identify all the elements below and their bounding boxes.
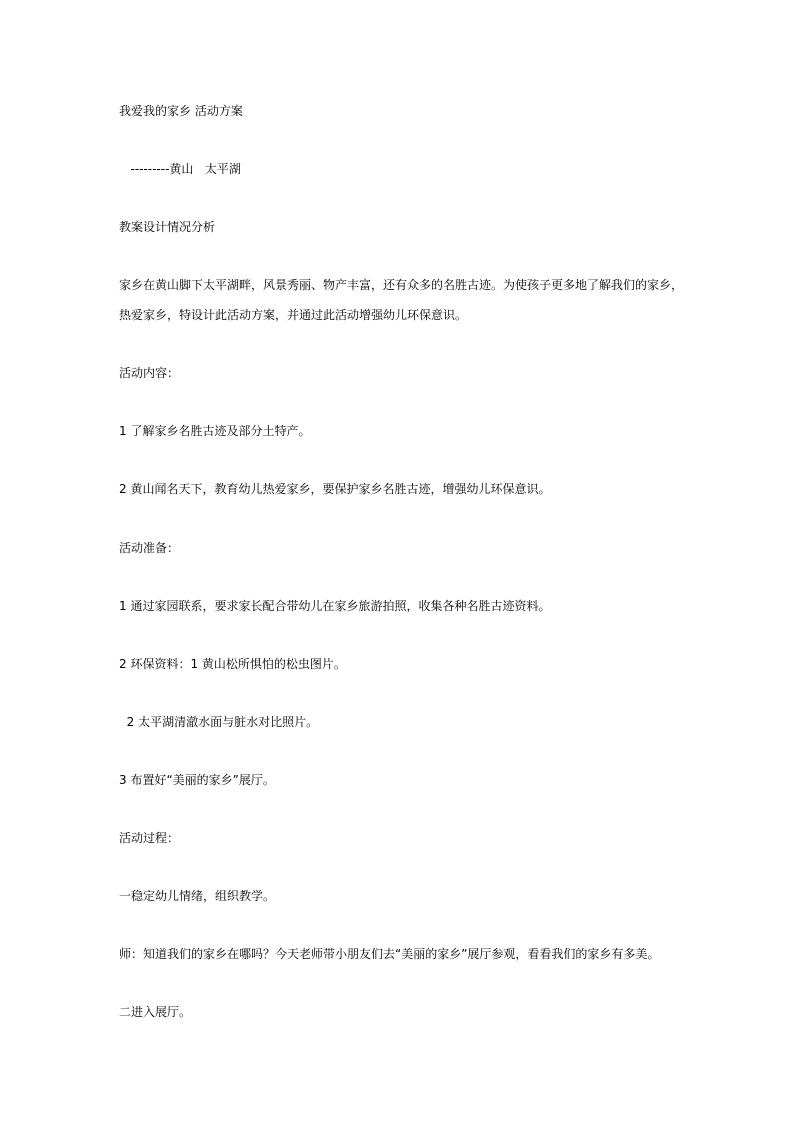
analysis-paragraph-line-2: 热爱家乡，特设计此活动方案，并通过此活动增强幼儿环保意识。 (119, 308, 468, 322)
content-item-1: 1 了解家乡名胜古迹及部分土特产。 (119, 424, 311, 438)
process-item-1: 一稳定幼儿情绪，组织教学。 (119, 889, 276, 903)
document-subtitle: ---------黄山 太平湖 (119, 162, 241, 176)
process-item-1-text: 师：知道我们的家乡在哪吗？今天老师带小朋友们去“美丽的家乡”展厅参观，看看我们的家乡有多美。 (119, 947, 660, 961)
content-heading: 活动内容： (119, 366, 180, 380)
process-item-2: 二进入展厅。 (119, 1005, 192, 1019)
content-item-2: 2 黄山闻名天下，教育幼儿热爱家乡，要保护家乡名胜古迹，增强幼儿环保意识。 (119, 482, 551, 496)
analysis-paragraph-line-1: 家乡在黄山脚下太平湖畔，风景秀丽、物产丰富，还有众多的名胜古迹。为使孩子更多地了解我们的家乡， (119, 278, 684, 292)
analysis-heading: 教案设计情况分析 (119, 220, 216, 234)
document-title: 我爱我的家乡 活动方案 (119, 104, 243, 118)
prep-heading: 活动准备： (119, 541, 180, 555)
prep-item-3: 3 布置好“美丽的家乡”展厅。 (119, 773, 275, 787)
prep-item-1: 1 通过家园联系，要求家长配合带幼儿在家乡旅游拍照，收集各种名胜古迹资料。 (119, 599, 551, 613)
prep-item-2b: 2 太平湖清澈水面与脏水对比照片。 (119, 715, 319, 729)
process-heading: 活动过程： (119, 831, 180, 845)
prep-item-2: 2 环保资料：1 黄山松所惧怕的松虫图片。 (119, 657, 346, 671)
